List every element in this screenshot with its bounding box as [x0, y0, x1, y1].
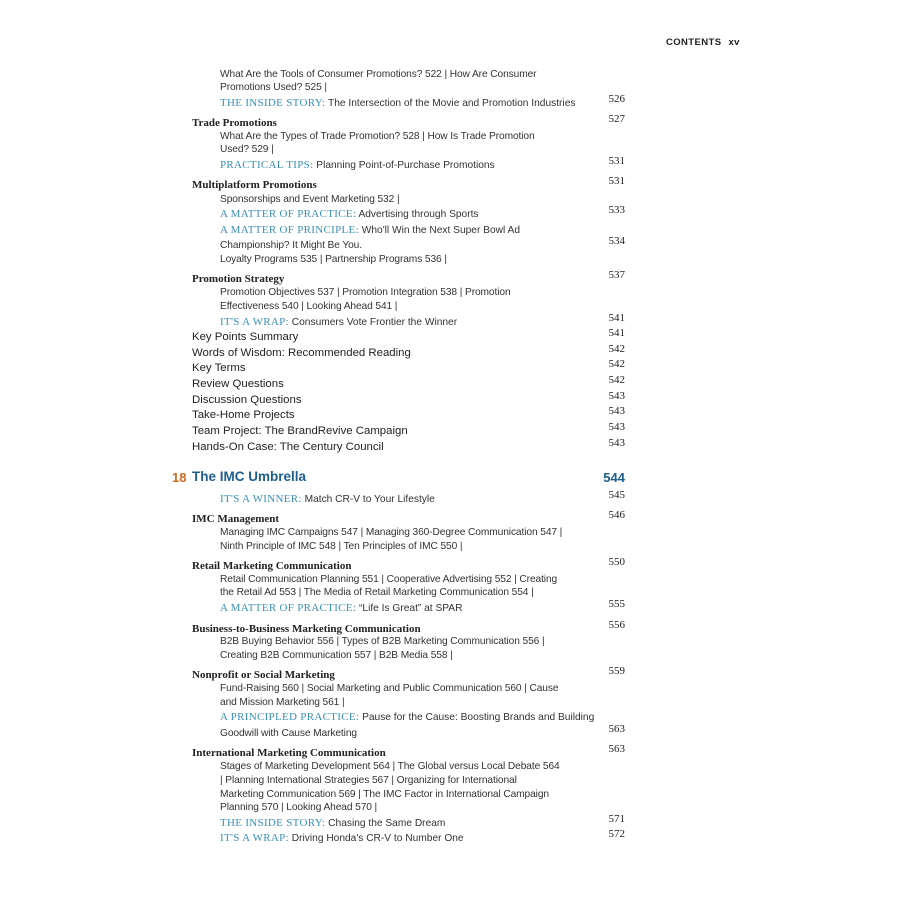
running-header-page: xv: [728, 37, 740, 48]
subtopic-text: What Are the Tools of Consumer Promotions? 522 | How Are Consumer: [220, 69, 537, 80]
page-number: 542: [608, 343, 625, 355]
page-number: 543: [608, 437, 625, 449]
page-number: 543: [608, 390, 625, 402]
subtopic-text: Marketing Communication 569 | The IMC Factor in International Campaign: [220, 789, 549, 800]
page-number: 543: [608, 405, 625, 417]
page-number: 559: [608, 665, 625, 677]
page-number: 563: [608, 723, 625, 735]
section-heading: Retail Marketing Communication: [192, 560, 352, 572]
page-number: 531: [608, 155, 625, 167]
subtopic-text: Promotions Used? 525 |: [220, 82, 327, 93]
toc-entry: [220, 645, 453, 663]
subtopic-text: Used? 529 |: [220, 144, 274, 155]
page-number: 541: [608, 327, 625, 339]
section-heading: Trade Promotions: [192, 117, 277, 129]
subtopic-text: Creating B2B Communication 557 | B2B Media 558 |: [220, 650, 453, 661]
feature-title: Pause for the Cause: Boosting Brands and Building: [359, 712, 595, 723]
running-header-label: CONTENTS: [666, 37, 722, 48]
toc-entry: [220, 723, 357, 741]
chapter-title: The IMC Umbrella: [192, 469, 307, 484]
feature-title: “Life Is Great” at SPAR: [356, 603, 463, 614]
subtopic-text: Retail Communication Planning 551 | Cooperative Advertising 552 | Creating: [220, 574, 558, 585]
toc-entry: [220, 536, 462, 554]
page-number: 550: [608, 556, 625, 568]
subtopic-text: Championship? It Might Be You.: [220, 240, 362, 251]
page-number: 533: [608, 204, 625, 216]
feature-title: Who'll Win the Next Super Bowl Ad: [358, 225, 520, 236]
subtopic-text: Fund-Raising 560 | Social Marketing and Public Communication 560 | Cause: [220, 683, 559, 694]
subtopic-text: Goodwill with Cause Marketing: [220, 728, 357, 739]
page-number: 541: [608, 312, 625, 324]
end-matter-item: Review Questions: [192, 378, 284, 390]
feature-label: PRACTICAL TIPS:: [220, 159, 314, 171]
section-heading: Nonprofit or Social Marketing: [192, 669, 335, 681]
chapter-page: 544: [603, 470, 625, 485]
toc-entry: [220, 598, 462, 616]
feature-title: Chasing the Same Dream: [325, 818, 446, 829]
page-number: 542: [608, 374, 625, 386]
end-matter-item: Hands-On Case: The Century Council: [192, 441, 384, 453]
subtopic-text: Promotion Objectives 537 | Promotion Integration 538 | Promotion: [220, 287, 511, 298]
page-number: 526: [608, 93, 625, 105]
page-number: 556: [608, 619, 625, 631]
page-number: 571: [608, 813, 625, 825]
feature-title: Planning Point-of-Purchase Promotions: [313, 160, 495, 171]
feature-label: IT'S A WRAP:: [220, 316, 289, 328]
subtopic-text: Planning 570 | Looking Ahead 570 |: [220, 802, 378, 813]
subtopic-text: the Retail Ad 553 | The Media of Retail Marketing Communication 554 |: [220, 587, 534, 598]
toc-entry: [220, 489, 435, 507]
toc-entry: [192, 437, 384, 455]
end-matter-item: Discussion Questions: [192, 394, 302, 406]
subtopic-text: What Are the Types of Trade Promotion? 528 | How Is Trade Promotion: [220, 131, 535, 142]
feature-title: Consumers Vote Frontier the Winner: [288, 317, 458, 328]
page-number: 542: [608, 358, 625, 370]
page-number: 527: [608, 113, 625, 125]
subtopic-text: Stages of Marketing Development 564 | The Global versus Local Debate 564: [220, 761, 560, 772]
chapter-number: 18: [172, 470, 187, 485]
page-number: 537: [608, 269, 625, 281]
subtopic-text: Effectiveness 540 | Looking Ahead 541 |: [220, 301, 398, 312]
toc-entry: [220, 828, 464, 846]
feature-label: THE INSIDE STORY:: [220, 97, 326, 109]
page-number: 555: [608, 598, 625, 610]
page-number: 563: [608, 743, 625, 755]
page-number: 543: [608, 421, 625, 433]
toc-entry: [220, 93, 575, 111]
end-matter-item: Key Terms: [192, 362, 246, 374]
feature-title: The Intersection of the Movie and Promotion Industries: [325, 98, 576, 109]
feature-label: IT'S A WRAP:: [220, 832, 289, 844]
subtopic-text: and Mission Marketing 561 |: [220, 697, 345, 708]
subtopic-text: Loyalty Programs 535 | Partnership Programs 536 |: [220, 254, 447, 265]
running-header: [666, 37, 740, 48]
section-heading: International Marketing Communication: [192, 747, 386, 759]
feature-title: Match CR-V to Your Lifestyle: [301, 494, 435, 505]
feature-label: A PRINCIPLED PRACTICE:: [220, 711, 360, 723]
page-number: 531: [608, 175, 625, 187]
section-heading: IMC Management: [192, 513, 280, 525]
subtopic-text: Ninth Principle of IMC 548 | Ten Principles of IMC 550 |: [220, 541, 463, 552]
feature-label: A MATTER OF PRACTICE:: [220, 208, 357, 220]
feature-title: Driving Honda's CR-V to Number One: [288, 833, 464, 844]
subtopic-text: Managing IMC Campaigns 547 | Managing 360-Degree Communication 547 |: [220, 527, 563, 538]
feature-label: IT'S A WINNER:: [220, 493, 302, 505]
end-matter-item: Team Project: The BrandRevive Campaign: [192, 425, 408, 437]
page-number: 545: [608, 489, 625, 501]
subtopic-text: B2B Buying Behavior 556 | Types of B2B Marketing Communication 556 |: [220, 636, 545, 647]
feature-label: A MATTER OF PRACTICE:: [220, 602, 357, 614]
end-matter-item: Key Points Summary: [192, 331, 299, 343]
page-number: 546: [608, 509, 625, 521]
feature-title: Advertising through Sports: [356, 209, 479, 220]
section-heading: Promotion Strategy: [192, 273, 285, 285]
page-number: 534: [608, 235, 625, 247]
end-matter-item: Words of Wisdom: Recommended Reading: [192, 347, 411, 359]
subtopic-text: Sponsorships and Event Marketing 532 |: [220, 194, 400, 205]
section-heading: Multiplatform Promotions: [192, 179, 317, 191]
end-matter-item: Take-Home Projects: [192, 409, 295, 421]
toc-entry: [220, 155, 495, 173]
section-heading: Business-to-Business Marketing Communication: [192, 623, 421, 635]
feature-label: A MATTER OF PRINCIPLE:: [220, 224, 359, 236]
toc-entry: [220, 249, 447, 267]
page-number: 572: [608, 828, 625, 840]
feature-label: THE INSIDE STORY:: [220, 817, 326, 829]
subtopic-text: | Planning International Strategies 567 | Organizing for International: [220, 775, 517, 786]
